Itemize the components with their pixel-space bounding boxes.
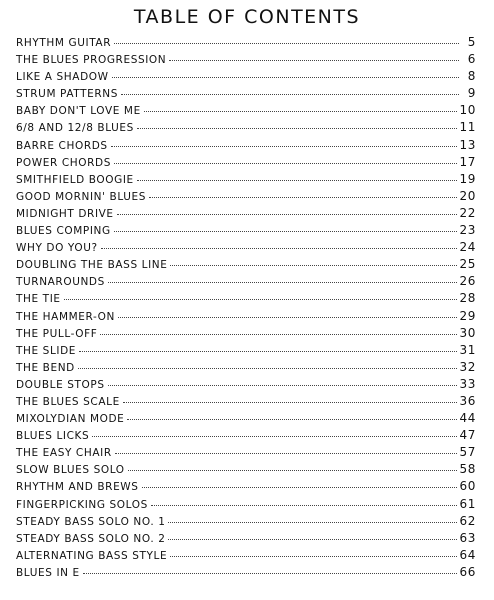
dot-leader — [169, 60, 459, 61]
dot-leader — [168, 539, 456, 540]
toc-entry-page-number: 57 — [459, 445, 476, 460]
toc-entry[interactable] — [16, 410, 476, 427]
toc-entry-page-number: 29 — [459, 308, 476, 323]
toc-entry[interactable] — [16, 530, 476, 547]
toc-entry-title: RHYTHM GUITAR — [16, 37, 112, 49]
toc-entry-title: MIDNIGHT DRIVE — [16, 207, 114, 220]
dot-leader — [149, 197, 456, 198]
toc-entry-page-number: 63 — [459, 530, 476, 545]
toc-entry[interactable] — [16, 478, 476, 495]
toc-entry-page-number: 64 — [459, 547, 476, 562]
toc-entry-title: LIKE A SHADOW — [16, 71, 109, 84]
dot-leader — [137, 128, 457, 129]
toc-entry[interactable] — [16, 85, 476, 102]
dot-leader — [123, 402, 457, 403]
toc-entry[interactable] — [16, 102, 476, 119]
toc-entry-page-number: 32 — [459, 359, 476, 374]
dot-leader — [127, 419, 456, 420]
dot-leader — [151, 505, 457, 506]
toc-entry-title: SMITHFIELD BOOGIE — [16, 173, 134, 186]
toc-entry-title: TURNAROUNDS — [16, 276, 105, 289]
toc-entry-page-number: 13 — [459, 137, 476, 152]
toc-entry-title: THE SLIDE — [16, 344, 77, 357]
toc-entry-title: 6/8 AND 12/8 BLUES — [16, 122, 134, 135]
toc-entry[interactable] — [16, 34, 476, 51]
dot-leader — [100, 334, 456, 335]
toc-entry[interactable] — [16, 393, 476, 410]
toc-entry-title: BLUES COMPING — [16, 225, 111, 238]
toc-entry-page-number: 19 — [459, 171, 476, 186]
toc-entry[interactable] — [16, 444, 476, 461]
toc-entry[interactable] — [16, 496, 476, 513]
toc-entry-title: THE BLUES PROGRESSION — [16, 54, 167, 67]
toc-entry[interactable] — [16, 290, 476, 307]
dot-leader — [170, 265, 456, 266]
page-title: TABLE OF CONTENTS — [133, 6, 361, 28]
dot-leader — [79, 351, 457, 352]
toc-entry-title: RHYTHM AND BREWS — [16, 481, 139, 494]
toc-entry[interactable] — [16, 427, 476, 444]
toc-entry[interactable] — [16, 68, 476, 85]
dot-leader — [117, 214, 457, 215]
toc-entry[interactable] — [16, 376, 476, 393]
dot-leader — [111, 146, 457, 147]
toc-entry-page-number: 10 — [459, 103, 476, 118]
toc-entry-page-number: 25 — [459, 257, 476, 272]
toc-entry-title: SLOW BLUES SOLO — [16, 464, 125, 477]
toc-entry[interactable] — [16, 188, 476, 205]
dot-leader — [115, 453, 457, 454]
dot-leader — [142, 487, 457, 488]
toc-entry-page-number: 24 — [459, 240, 476, 255]
dot-leader — [144, 111, 457, 112]
toc-entry-title: THE TIE — [16, 293, 61, 306]
dot-leader — [112, 77, 459, 78]
toc-entry[interactable] — [16, 205, 476, 222]
toc-entry-page-number: 47 — [459, 428, 476, 443]
toc-entry-page-number: 28 — [459, 291, 476, 306]
toc-entry-page-number: 9 — [467, 86, 476, 101]
toc-entry[interactable] — [16, 308, 476, 325]
toc-list — [16, 34, 476, 581]
toc-entry-page-number: 17 — [459, 154, 476, 169]
toc-entry-title: ALTERNATING BASS STYLE — [16, 549, 168, 562]
toc-entry[interactable] — [16, 273, 476, 290]
dot-leader — [114, 163, 457, 164]
toc-entry-page-number: 8 — [467, 69, 476, 84]
toc-entry[interactable] — [16, 222, 476, 239]
toc-entry-page-number: 60 — [459, 479, 476, 494]
toc-entry-title: FINGERPICKING SOLOS — [16, 498, 148, 511]
dot-leader — [114, 43, 459, 44]
toc-entry-title: THE BEND — [16, 361, 75, 374]
toc-entry-title: THE BLUES SCALE — [16, 395, 120, 408]
toc-entry[interactable] — [16, 359, 476, 376]
toc-entry-page-number: 5 — [467, 35, 476, 49]
toc-entry-title: WHY DO YOU? — [16, 242, 98, 255]
toc-entry-title: DOUBLING THE BASS LINE — [16, 259, 168, 272]
toc-entry-title: BARRE CHORDS — [16, 139, 108, 152]
toc-entry[interactable] — [16, 154, 476, 171]
toc-entry-page-number: 20 — [459, 188, 476, 203]
toc-entry-title: THE PULL-OFF — [16, 327, 98, 340]
dot-leader — [170, 556, 456, 557]
dot-leader — [168, 522, 456, 523]
dot-leader — [128, 470, 457, 471]
dot-leader — [83, 573, 457, 574]
toc-entry-title: MIXOLYDIAN MODE — [16, 413, 125, 426]
toc-entry-title: GOOD MORNIN' BLUES — [16, 190, 147, 203]
toc-entry-title: DOUBLE STOPS — [16, 378, 105, 391]
toc-entry-title: THE EASY CHAIR — [16, 447, 112, 460]
toc-entry-page-number: 22 — [459, 205, 476, 220]
dot-leader — [108, 385, 457, 386]
toc-entry-title: STEADY BASS SOLO NO. 2 — [16, 532, 166, 545]
toc-entry-page-number: 30 — [459, 325, 476, 340]
toc-entry-title: STEADY BASS SOLO NO. 1 — [16, 515, 166, 528]
toc-entry-page-number: 6 — [467, 52, 476, 67]
toc-entry[interactable] — [16, 547, 476, 564]
toc-entry-page-number: 36 — [459, 393, 476, 408]
toc-entry-page-number: 66 — [459, 564, 476, 579]
toc-entry-page-number: 11 — [459, 120, 476, 135]
toc-entry-title: BABY DON'T LOVE ME — [16, 105, 141, 118]
dot-leader — [121, 94, 459, 95]
dot-leader — [101, 248, 457, 249]
toc-entry-page-number: 31 — [459, 342, 476, 357]
dot-leader — [92, 436, 456, 437]
dot-leader — [137, 180, 457, 181]
toc-entry[interactable] — [16, 564, 476, 581]
dot-leader — [78, 368, 457, 369]
toc-entry-page-number: 33 — [459, 376, 476, 391]
toc-entry[interactable] — [16, 51, 476, 68]
toc-entry[interactable] — [16, 513, 476, 530]
toc-entry-title: STRUM PATTERNS — [16, 88, 118, 101]
toc-entry-page-number: 23 — [459, 223, 476, 238]
toc-entry-page-number: 61 — [459, 496, 476, 511]
toc-entry-title: BLUES IN E — [16, 566, 80, 579]
toc-entry[interactable] — [16, 119, 476, 136]
toc-entry[interactable] — [16, 461, 476, 478]
toc-entry[interactable] — [16, 256, 476, 273]
toc-entry[interactable] — [16, 325, 476, 342]
dot-leader — [118, 317, 457, 318]
toc-entry-title: THE HAMMER-ON — [16, 310, 115, 323]
toc-entry-page-number: 58 — [459, 462, 476, 477]
toc-entry-page-number: 26 — [459, 274, 476, 289]
toc-entry[interactable] — [16, 137, 476, 154]
dot-leader — [64, 299, 457, 300]
toc-entry-page-number: 62 — [459, 513, 476, 528]
dot-leader — [114, 231, 457, 232]
toc-entry[interactable] — [16, 342, 476, 359]
toc-entry-page-number: 44 — [459, 411, 476, 426]
dot-leader — [108, 282, 457, 283]
toc-entry[interactable] — [16, 239, 476, 256]
toc-entry-title: POWER CHORDS — [16, 156, 111, 169]
toc-entry-title: BLUES LICKS — [16, 430, 90, 443]
toc-entry[interactable] — [16, 171, 476, 188]
